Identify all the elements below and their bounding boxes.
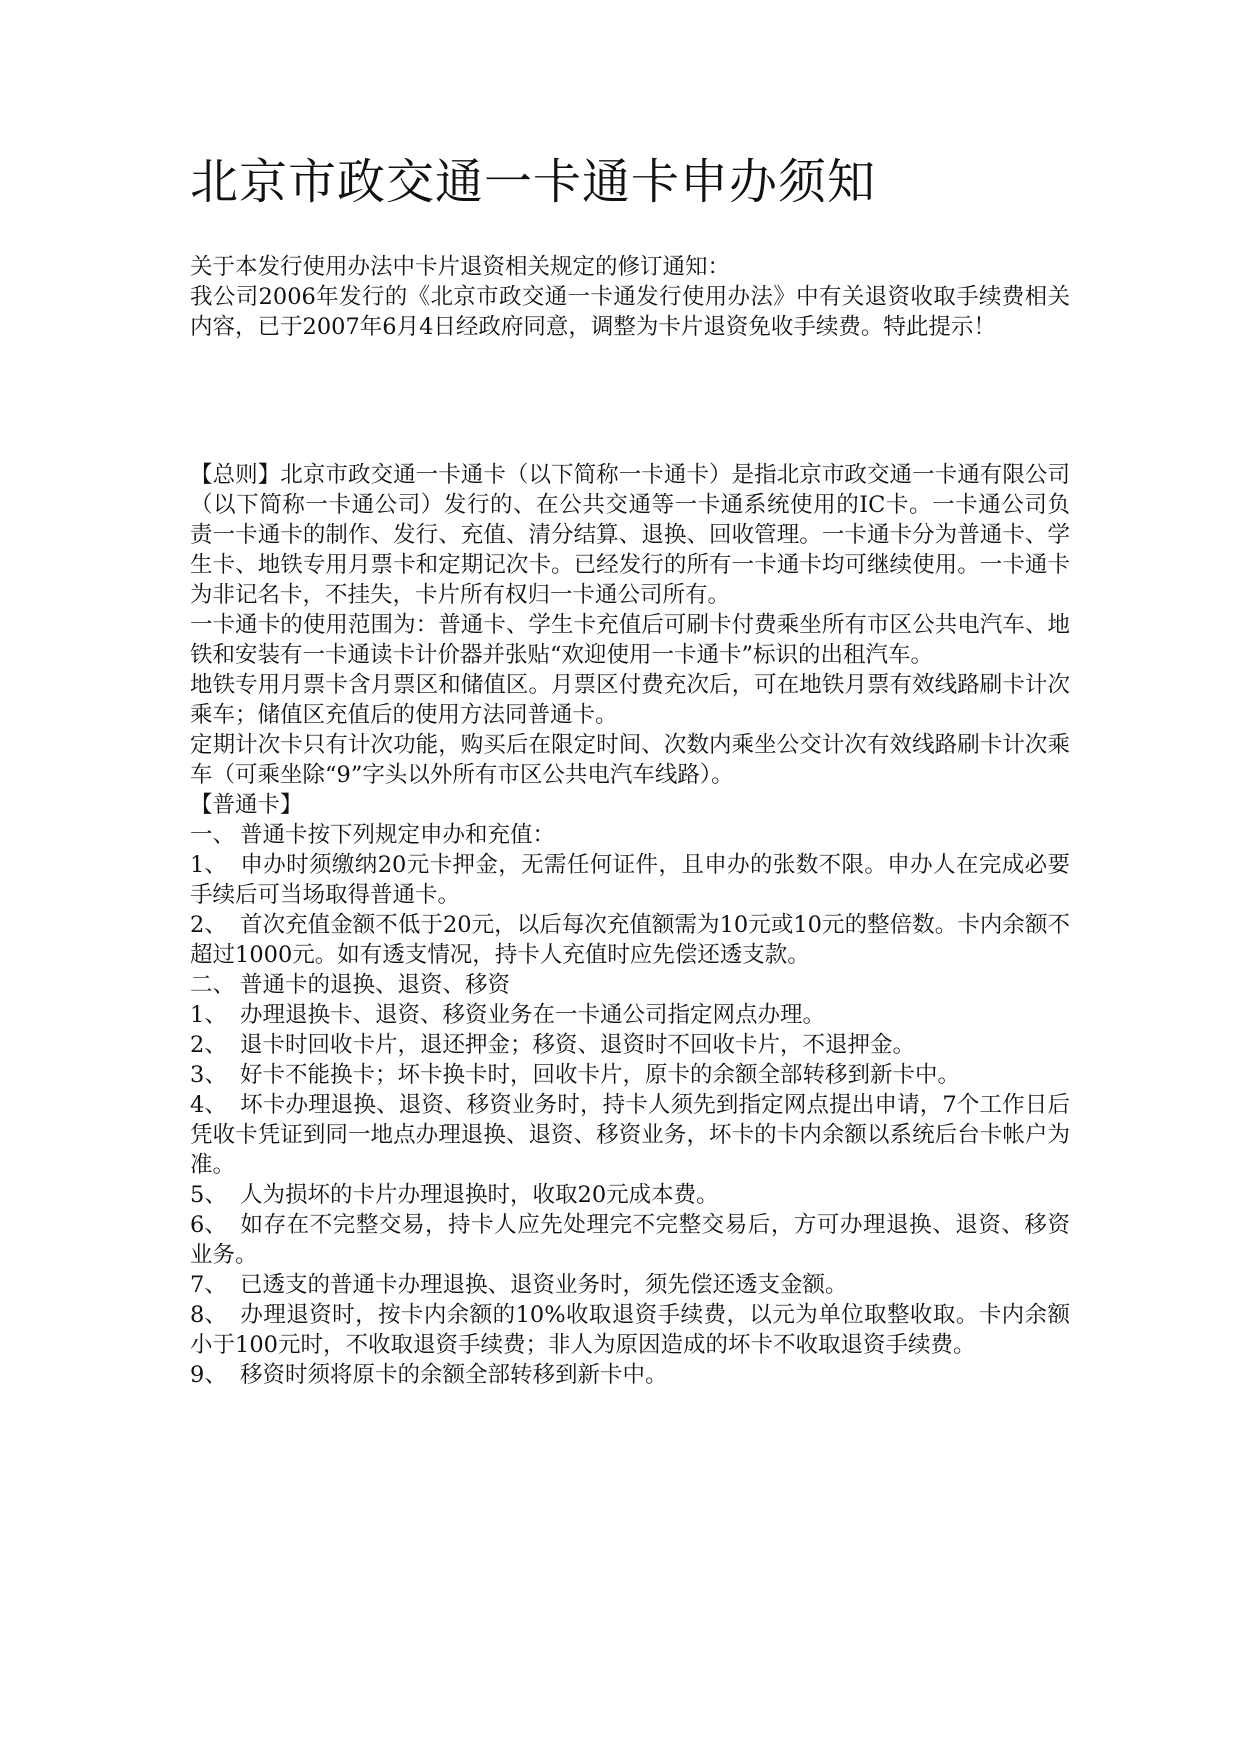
item-number: 5、	[190, 1182, 227, 1208]
list-item	[190, 1180, 1070, 1210]
item-number: 3、	[190, 1062, 227, 1088]
item-number: 1、	[190, 852, 227, 878]
item-text: 申办时须缴纳20元卡押金，无需任何证件，且申办的张数不限。申办人在完成必要手续后可当场取得普通卡。	[190, 852, 1070, 908]
section-number: 一、	[190, 822, 236, 848]
item-number: 7、	[190, 1272, 227, 1298]
revision-notice	[190, 252, 1070, 342]
item-number: 9、	[190, 1362, 227, 1388]
list-item	[190, 910, 1070, 970]
list-item	[190, 1060, 1070, 1090]
general-paragraph-3: 地铁专用月票卡含月票区和储值区。月票区付费充次后，可在地铁月票有效线路刷卡计次乘车；储值区充值后的使用方法同普通卡。	[190, 672, 1070, 728]
notice-body: 我公司2006年发行的《北京市政交通一卡通发行使用办法》中有关退资收取手续费相关内容，已于2007年6月4日经政府同意，调整为卡片退资免收手续费。特此提示！	[190, 284, 1070, 340]
item-number: 6、	[190, 1212, 227, 1238]
general-paragraph-2: 一卡通卡的使用范围为：普通卡、学生卡充值后可刷卡付费乘坐所有市区公共电汽车、地铁和安装有一卡通读卡计价器并张贴“欢迎使用一卡通卡”标识的出租汽车。	[190, 612, 1070, 668]
item-number: 2、	[190, 1032, 227, 1058]
section-number: 二、	[190, 972, 236, 998]
list-item	[190, 1210, 1070, 1270]
list-item	[190, 1360, 1070, 1390]
item-text: 办理退资时，按卡内余额的10%收取退资手续费，以元为单位取整收取。卡内余额小于100元时，不收取退资手续费；非人为原因造成的坏卡不收取退资手续费。	[190, 1302, 1070, 1358]
normal-card-heading: 【普通卡】	[190, 792, 303, 818]
item-number: 2、	[190, 912, 227, 938]
document-title: 北京市政交通一卡通卡申办须知	[190, 154, 877, 210]
list-item	[190, 850, 1070, 910]
general-paragraph-1: 【总则】北京市政交通一卡通卡（以下简称一卡通卡）是指北京市政交通一卡通有限公司（以下简称一卡通公司）发行的、在公共交通等一卡通系统使用的IC卡。一卡通公司负责一卡通卡的制作、发行、充值、清分结算、退换、回收管理。一卡通卡分为普通卡、学生卡、地铁专用月票卡和定期记次卡。已经发行的所有一卡通卡均可继续使用。一卡通卡为非记名卡，不挂失，卡片所有权归一卡通公司所有。	[190, 462, 1070, 608]
general-paragraph-4: 定期计次卡只有计次功能，购买后在限定时间、次数内乘坐公交计次有效线路刷卡计次乘车（可乘坐除“9”字头以外所有市区公共电汽车线路）。	[190, 732, 1070, 788]
list-item	[190, 1270, 1070, 1300]
list-item	[190, 1090, 1070, 1180]
item-text: 人为损坏的卡片办理退换时，收取20元成本费。	[240, 1182, 719, 1208]
item-number: 8、	[190, 1302, 227, 1328]
item-text: 如存在不完整交易，持卡人应先处理完不完整交易后，方可办理退换、退资、移资业务。	[190, 1212, 1070, 1268]
item-number: 4、	[190, 1092, 227, 1118]
item-text: 已透支的普通卡办理退换、退资业务时，须先偿还透支金额。	[240, 1272, 848, 1298]
list-item	[190, 1030, 1070, 1060]
section-title: 普通卡的退换、退资、移资	[240, 972, 511, 998]
section-heading-1	[190, 820, 1070, 850]
document-page	[190, 150, 1070, 1390]
item-text: 好卡不能换卡；坏卡换卡时，回收卡片，原卡的余额全部转移到新卡中。	[240, 1062, 961, 1088]
item-number: 1、	[190, 1002, 227, 1028]
list-item	[190, 1300, 1070, 1360]
general-section	[190, 460, 1070, 790]
list-item	[190, 1000, 1070, 1030]
notice-heading: 关于本发行使用办法中卡片退资相关规定的修订通知：	[190, 254, 731, 280]
item-text: 办理退换卡、退资、移资业务在一卡通公司指定网点办理。	[240, 1002, 826, 1028]
item-text: 退卡时回收卡片，退还押金；移资、退资时不回收卡片，不退押金。	[240, 1032, 916, 1058]
item-text: 移资时须将原卡的余额全部转移到新卡中。	[240, 1362, 668, 1388]
section-heading-2	[190, 970, 1070, 1000]
section-title: 普通卡按下列规定申办和充值：	[240, 822, 556, 848]
item-text: 首次充值金额不低于20元，以后每次充值额需为10元或10元的整倍数。卡内余额不超过1000元。如有透支情况，持卡人充值时应先偿还透支款。	[190, 912, 1070, 968]
normal-card-section	[190, 790, 1070, 1390]
item-text: 坏卡办理退换、退资、移资业务时，持卡人须先到指定网点提出申请，7个工作日后凭收卡凭证到同一地点办理退换、退资、移资业务，坏卡的卡内余额以系统后台卡帐户为准。	[190, 1092, 1070, 1178]
spacer	[190, 342, 1070, 460]
